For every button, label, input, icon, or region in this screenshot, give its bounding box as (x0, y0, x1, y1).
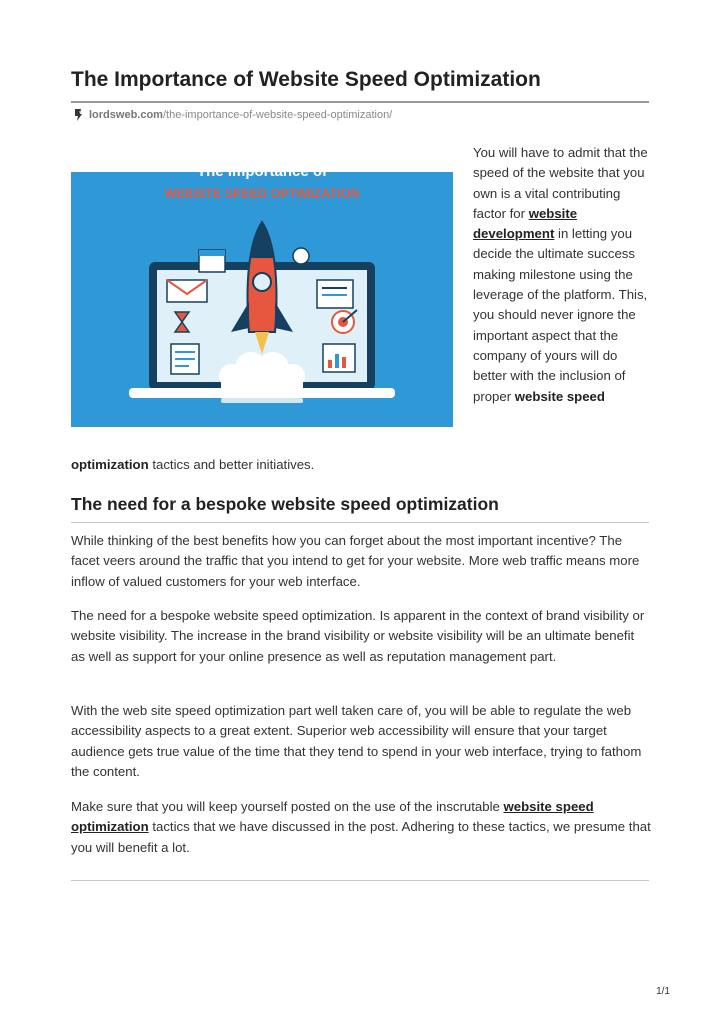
document-title: The Importance of Website Speed Optimization (71, 68, 541, 91)
section-heading: The need for a bespoke website speed optimization (71, 494, 499, 514)
intro-text-continued: in letting you decide the ultimate success making milestone using the leverage of the platform. This, you should never ignore the important aspect that the company of yours will do better with the inclusion of proper (473, 226, 648, 404)
paragraph-4-text-end: tactics that we have discussed in the post. Adhering to these tactics, we presume that you will benefit a lot. (71, 819, 651, 855)
intro-column (473, 143, 653, 407)
paragraph-3: With the web site speed optimization part well taken care of, you will be able to regulate the web accessibility aspects to a great extent. Superior web accessibility will ensure that your target audience gets true value of the time that they tend to spend in your web interface, trying to fathom the content. (71, 703, 642, 779)
intro-continuation (71, 455, 314, 475)
monitor-base (129, 388, 395, 398)
banner-top-text: The Importance of (196, 163, 328, 180)
intro-text-end: tactics and better initiatives. (148, 457, 315, 472)
intro-text: You will have to admit that the speed of the website that you own is a vital contributing factor for (473, 145, 648, 221)
intro-bold-keyword-continued: optimization (71, 457, 149, 472)
paragraph-1: While thinking of the best benefits how you can forget about the most important incentive? The facet veers around the traffic that you intend to get for your website. More web traffic means more inflow of valued customers for your web interface. (71, 533, 640, 589)
website-development-link[interactable]: website development (473, 205, 578, 242)
lightbulb-icon (293, 248, 309, 264)
title-divider (71, 101, 649, 103)
banner-title-text: WEBSITE SPEED OPTIMIZATION (164, 187, 360, 201)
source-url[interactable] (71, 107, 392, 123)
intro-bold-keyword: website speed (514, 388, 605, 404)
rocket-launch-illustration (71, 163, 453, 427)
source-path[interactable]: /the-importance-of-website-speed-optimization/ (162, 109, 393, 121)
website-speed-optimization-link[interactable]: website speed optimization (71, 799, 594, 835)
paragraph-4-text: Make sure that you will keep yourself posted on the use of the inscrutable (71, 799, 504, 814)
footer-divider (71, 880, 649, 881)
section-divider (71, 522, 649, 523)
paragraph-2: The need for a bespoke website speed optimization. Is apparent in the context of brand visibility or website visibility. The increase in the brand visibility or website visibility will be an ultimate benefit as well as support for your online presence as well as reputation management part. (71, 608, 645, 664)
page-number: 1/1 (656, 986, 670, 997)
paragraph-4 (71, 797, 651, 858)
hero-image (71, 163, 453, 427)
site-favicon-icon (71, 108, 85, 122)
source-domain[interactable]: lordsweb.com (89, 109, 163, 121)
